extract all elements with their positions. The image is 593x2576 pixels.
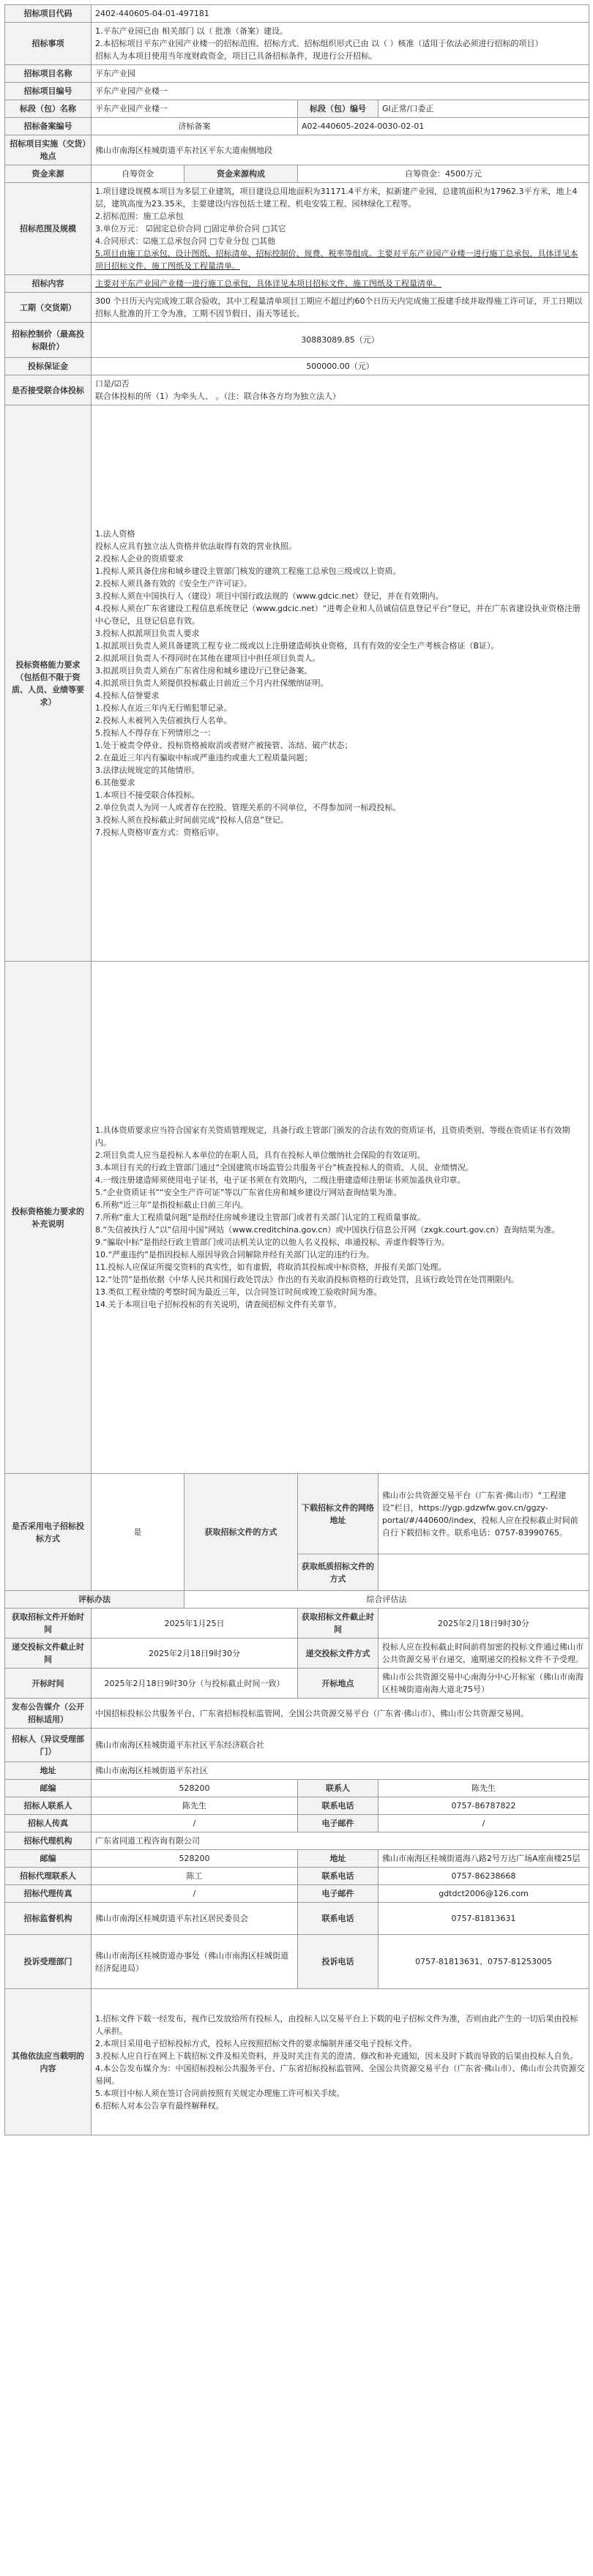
label: 招标范围及规模 xyxy=(5,183,92,275)
period-text: 300 个日历天内完成竣工联合验收，其中工程量清单项目工期应不超过约60个日历天内完成施工报建手续并取得施工许可证，开工日期以招标人批准的开工令为准，工期不因节假日、雨天等延长。 xyxy=(92,293,589,323)
line: 1.法人资格 xyxy=(95,529,135,539)
line: 3.投标人拟派项目负责人要求 xyxy=(95,629,200,638)
row-package-name xyxy=(5,83,589,100)
line: 2.本招标项目平东产业园产业楼一的招标范围、招标方式、招标组织形式已由 以（ ）核准（适用于依法必须进行招标的项目） xyxy=(95,39,543,48)
label: 招标项目实施（交货）地点 xyxy=(5,135,92,165)
agency-fax: / xyxy=(92,1885,298,1903)
label: 获取招标文件开始时间 xyxy=(5,1609,92,1639)
line: 2.投标人须具备有效的《安全生产许可证》。 xyxy=(95,579,252,588)
label: 递交投标文件方式 xyxy=(298,1639,378,1669)
tenderer-phone: 0757-86787822 xyxy=(378,1797,589,1815)
label: 获取纸质招标文件的方式 xyxy=(298,1554,378,1591)
row-opening xyxy=(5,1669,589,1699)
label: 投标资格能力要求的补充说明 xyxy=(5,962,92,1474)
complaint-phone: 0757-81813631、0757-81253005 xyxy=(378,1935,589,1989)
label: 是否采用电子招标投标方式 xyxy=(5,1474,92,1591)
agency-zip: 528200 xyxy=(92,1850,298,1868)
line: 3.投标人应自行在网上下载招标文件及相关资料，并及时关注有关的澄清、修改和补充通知，因未及时下载而导致的后果由投标人自负。 xyxy=(95,2051,578,2061)
consortium-body xyxy=(92,375,589,405)
project-name: 平东产业园 xyxy=(92,65,589,83)
line: 5.“企业资质证书”“安全生产许可证”等以广东省住房和城乡建设厅网站查询结果为准。 xyxy=(95,1188,402,1197)
label: 递交投标文件截止时间 xyxy=(5,1639,92,1669)
label: 投诉受理部门 xyxy=(5,1935,92,1989)
row-supervision xyxy=(5,1903,589,1935)
label: 开标时间 xyxy=(5,1669,92,1699)
line: 4.本公告发布媒介为：中国招标投标公共服务平台、广东省招标投标监管网、全国公共资源交易平台（广东省·佛山市）、佛山市公共资源交易网。 xyxy=(95,2063,585,2086)
line: 3.本项目有关的行政主管部门通过“全国建筑市场监管公共服务平台”核查投标人的资质、人员、业绩情况。 xyxy=(95,1163,474,1172)
line: 13.类似工程业绩的考察时间为最近三年，以合同签订时间或竣工验收时间为准。 xyxy=(95,1287,382,1297)
row-funding xyxy=(5,165,589,183)
download-address[interactable]: 佛山市公共资源交易平台（广东省·佛山市）“工程建设”栏目，https://ygp.gdzwfw.gov.cn/ggzy-portal/#/440600/index，投标人应在投标截止时间前自行下载招标文件。联系电话：0757-83990765。 xyxy=(378,1474,589,1554)
approval-code: A02-440605-2024-0030-02-01 xyxy=(298,118,589,135)
row-electronic-1 xyxy=(5,1474,589,1554)
line: 2.在最近三年内有骗取中标或严重违约或重大工程质量问题； xyxy=(95,753,313,763)
line: 3.法律法规规定的其他情形。 xyxy=(95,765,200,775)
line: 招标人为本项目使用当年度财政资金，项目已具备招标条件，现进行公开招标。 xyxy=(95,51,377,61)
content-text: 主要对平东产业园产业楼一进行施工总承包，具体详见本项目招标文件、施工图纸及工程量清单。 xyxy=(92,275,589,293)
line: 1.拟派项目负责人须具备建筑工程专业二级或以上注册建造师执业资格，具有有效的安全生产考核合格证（B证）。 xyxy=(95,641,499,651)
row-tenderer xyxy=(5,1729,589,1762)
electronic-value: 是 xyxy=(92,1474,184,1591)
supervision-phone: 0757-81813631 xyxy=(378,1903,589,1935)
open-place: 佛山市公共资源交易中心南海分中心开标室（佛山市南海区桂城街道南海大道北75号） xyxy=(378,1669,589,1699)
supervision-name: 佛山市南海区桂城街道平东社区居民委员会 xyxy=(92,1903,298,1935)
label: 投标资格能力要求（包括但不限于资质、人员、业绩等要求） xyxy=(5,405,92,962)
qualification-body xyxy=(92,405,589,962)
label: 评标办法 xyxy=(5,1591,184,1609)
row-qualification xyxy=(5,405,589,962)
line: 9.“骗取中标”是指经行政主管部门或司法机关认定的以他人名义投标、串通投标、弄虚作假等行为。 xyxy=(95,1238,450,1247)
line: 投标人应具有独立法人资格并依法取得有效的营业执照。 xyxy=(95,542,296,551)
line: 4.投标人须在广东省建设工程信息系统登记（www.gdcic.net）“进粤企业和人员诚信信息登记平台”登记，并在广东省建设执业资格注册中心登记，且登记信息有效。 xyxy=(95,604,581,626)
complaint-name: 佛山市南海区桂城街道办事处（佛山市南海区桂城街道经济促进局） xyxy=(92,1935,298,1989)
label: 招标监督机构 xyxy=(5,1903,92,1935)
label: 资金来源构成 xyxy=(184,165,298,183)
label: 获取招标文件截止时间 xyxy=(298,1609,378,1639)
line: 8.“失信被执行人”以“信用中国”网站（www.creditchina.gov.cn）或中国执行信息公开网（zxgk.court.gov.cn）查询结果为准。 xyxy=(95,1225,560,1235)
row-tenderer-zip xyxy=(5,1780,589,1797)
row-doc-time xyxy=(5,1609,589,1639)
label: 招标控制价（最高投标限价） xyxy=(5,323,92,358)
line: 3.投标人须在投标截止时间前完成“投标人信息”登记。 xyxy=(95,815,288,825)
tenderer-email: / xyxy=(378,1815,589,1832)
row-content xyxy=(5,275,589,293)
doc-start-time: 2025年1月25日 xyxy=(92,1609,298,1639)
line: 1.投标人须具备住房和城乡建设主管部门核发的建筑工程施工总承包三级或以上资质。 xyxy=(95,566,401,576)
label: 招标代理机构 xyxy=(5,1832,92,1850)
line: 1.具体资质要求应当符合国家有关资质管理规定，具备行政主管部门颁发的合法有效的资质证书，且资质类别、等级在资质证书有效期内。 xyxy=(95,1126,570,1147)
line: 4.合同形式：☑施工总承包合同 □专业分包 □其他 xyxy=(95,236,276,246)
line: 5.项目由施工总承包、设计图纸、招标清单、招标控制价、规费、税率等组成。主要对平东产业园产业楼一进行施工总承包，具体详见本项目招标文件、施工图纸及工程量清单。 xyxy=(95,249,578,271)
row-bid-deadline xyxy=(5,1639,589,1669)
project-location: 佛山市南海区桂城街道平东社区平东大道南侧地段 xyxy=(92,135,589,165)
row-consortium xyxy=(5,375,589,405)
row-section xyxy=(5,100,589,118)
label: 招标项目名称 xyxy=(5,65,92,83)
section-name: 平东产业园产业楼一 xyxy=(92,100,298,118)
line: 10.“严重违约”是指因投标人原因导致合同解除并经有关部门认定的违约行为。 xyxy=(95,1250,374,1259)
line: 1.项目建设规模本项目为多层工业建筑，项目建设总用地面积为31171.4平方米，拟新建产业园，总建筑面积为17962.3平方米，地上4层，建筑高度为23.35米，主要建设内容包括土建工程、机电安装工程、园林绿化工程等。 xyxy=(95,187,578,209)
project-code: 2402-440605-04-01-497181 xyxy=(92,5,589,23)
deposit-value: 500000.00（元） xyxy=(92,358,589,375)
tenderer-address: 佛山市南海区桂城街道平东社区 xyxy=(92,1762,589,1780)
label: 招标代理联系人 xyxy=(5,1868,92,1885)
line: 2.本项目采用电子招标投标方式，投标人应按照招标文件的要求编制并递交电子投标文件。 xyxy=(95,2038,417,2048)
label: 地址 xyxy=(298,1850,378,1868)
tenderer-zip: 528200 xyxy=(92,1780,298,1797)
label: 获取招标文件的方式 xyxy=(184,1474,298,1591)
row-agency xyxy=(5,1832,589,1850)
row-agency-contact xyxy=(5,1868,589,1885)
row-tenderer-address xyxy=(5,1762,589,1780)
row-tenderer-contact xyxy=(5,1797,589,1815)
label: 招标内容 xyxy=(5,275,92,293)
label: 电子邮件 xyxy=(298,1885,378,1903)
row-complaint xyxy=(5,1935,589,1989)
label: 招标事项 xyxy=(5,23,92,65)
label: 联系电话 xyxy=(298,1903,378,1935)
line: 2.单位负责人为同一人或者存在控股、管理关系的不同单位，不得参加同一标段投标。 xyxy=(95,803,401,812)
row-deposit xyxy=(5,358,589,375)
line: 3.单位万元： ☑固定总价合同 □固定单价合同 □其它 xyxy=(95,224,286,233)
row-project-code xyxy=(5,5,589,23)
tender-notice-table xyxy=(4,4,589,2135)
line: 4.拟派项目负责人须提供投标截止日前近三个月内社保缴纳证明。 xyxy=(95,678,329,688)
label: 联系人 xyxy=(298,1780,378,1797)
label: 资金来源 xyxy=(5,165,92,183)
label: 是否接受联合体投标 xyxy=(5,375,92,405)
label: 联系电话 xyxy=(298,1868,378,1885)
open-time: 2025年2月18日9时30分（与投标截止时间一致） xyxy=(92,1669,298,1699)
section-no: GI正常/口委正 xyxy=(378,100,589,118)
agency-contact: 陈工 xyxy=(92,1868,298,1885)
line: 7.投标人资格审查方式：资格后审。 xyxy=(95,828,224,837)
line: 12.“处罚”是指依据《中华人民共和国行政处罚法》作出的有关取消投标资格的行政处罚，且该行政处罚在处罚期限内。 xyxy=(95,1275,519,1284)
line: 6.所称“近三年”是指投标截止日前三年内。 xyxy=(95,1200,248,1210)
tenderer-contact-name: 陈先生 xyxy=(378,1780,589,1797)
label: 工期（交货期） xyxy=(5,293,92,323)
label: 招标项目代码 xyxy=(5,5,92,23)
label: 招标代理传真 xyxy=(5,1885,92,1903)
paper-method xyxy=(378,1554,589,1591)
publish-media: 中国招标投标公共服务平台、广东省招标投标监管网、全国公共资源交易平台（广东省·佛山市）、佛山市公共资源交易网。 xyxy=(92,1699,589,1729)
tender-scope xyxy=(92,23,589,65)
doc-end-time: 2025年2月18日9时30分 xyxy=(378,1609,589,1639)
line: 2.投标人企业的资质要求 xyxy=(95,554,184,564)
line: 1.招标文件下载一经发布，视作已发放给所有投标人，由投标人以交易平台上下载的电子招标文件为准，否则由此产生的一切后果由投标人承担。 xyxy=(95,2013,578,2036)
price-limit: 30883089.85（元） xyxy=(92,323,589,358)
line: 11.投标人应保证所提交资料的真实性，如有虚假，将取消其投标或中标资格，并报有关部门处理。 xyxy=(95,1262,447,1272)
line: 3.拟派项目负责人须在广东省住房和城乡建设厅已登记备案。 xyxy=(95,666,313,675)
agency-phone: 0757-86238668 xyxy=(378,1868,589,1885)
line: 5.投标人不得存在下列情形之一： xyxy=(95,728,216,738)
label: 招标备案编号 xyxy=(5,118,92,135)
label: 下载招标文件的网络地址 xyxy=(298,1474,378,1554)
label: 邮编 xyxy=(5,1850,92,1868)
label: 标段（包）名称 xyxy=(5,100,92,118)
scope-body xyxy=(92,183,589,275)
line: 4.投标人信誉要求 xyxy=(95,691,160,700)
bid-deadline: 2025年2月18日9时30分 xyxy=(92,1639,298,1669)
line: 6.招标人对本公告享有最终解释权。 xyxy=(95,2100,224,2111)
label: 招标项目编号 xyxy=(5,83,92,100)
row-project-name xyxy=(5,65,589,83)
bid-method: 投标人应在投标截止时间前将加密的投标文件通过佛山市公共资源交易平台递交，逾期递交的投标文件不予受理。 xyxy=(378,1639,589,1669)
line: 6.其他要求 xyxy=(95,778,135,787)
label: 招标人联系人 xyxy=(5,1797,92,1815)
row-supplement xyxy=(5,962,589,1474)
package-name: 平东产业园产业楼一 xyxy=(92,83,589,100)
label: 投诉电话 xyxy=(298,1935,378,1989)
line: 2.拟派项目负责人不得同时在其他在建项目中担任项目负责人。 xyxy=(95,654,321,663)
label: 开标地点 xyxy=(298,1669,378,1699)
label: 投标保证金 xyxy=(5,358,92,375)
row-agency-address xyxy=(5,1850,589,1868)
consortium-options: 口是/☑否 xyxy=(95,379,130,389)
agency-email[interactable]: gdtdct2006@126.com xyxy=(378,1885,589,1903)
supplement-body xyxy=(92,962,589,1474)
row-tender-scope xyxy=(5,23,589,65)
evaluation-value: 综合评估法 xyxy=(184,1591,589,1609)
row-location xyxy=(5,135,589,165)
line: 1.本项目不接受联合体投标。 xyxy=(95,790,200,800)
row-price-limit xyxy=(5,323,589,358)
line: 1.投标人在近三年内无行贿犯罪记录。 xyxy=(95,703,232,713)
funding-source: 自筹资金 xyxy=(92,165,184,183)
line: 2.项目负责人应当是投标人本单位的在职人员，具有在投标人单位缴纳社会保险的有效证明。 xyxy=(95,1150,425,1160)
label: 其他依法应当载明的内容 xyxy=(5,1989,92,2135)
label: 招标人传真 xyxy=(5,1815,92,1832)
tenderer-fax: / xyxy=(92,1815,298,1832)
line: 7.所称“重大工程质量问题”是指经住房城乡建设主管部门或者有关部门认定的工程质量事故。 xyxy=(95,1213,425,1222)
row-evaluation xyxy=(5,1591,589,1609)
label: 地址 xyxy=(5,1762,92,1780)
funding-ratio: 自筹资金：4500万元 xyxy=(298,165,589,183)
agency-name: 广东省同道工程咨询有限公司 xyxy=(92,1832,589,1850)
tenderer-contact: 陈先生 xyxy=(92,1797,298,1815)
row-period xyxy=(5,293,589,323)
line: 2.招标范围：施工总承包 xyxy=(95,211,184,221)
row-publish xyxy=(5,1699,589,1729)
line: 1.处于被责令停业、投标资格被取消或者财产被接管、冻结、破产状态； xyxy=(95,741,353,750)
row-agency-fax xyxy=(5,1885,589,1903)
line: 4.一级注册建造师须使用电子证书，电子证书须在有效期内，二级注册建造师注册证书须加盖执业印章。 xyxy=(95,1175,466,1185)
approval-value: 济标备案 xyxy=(92,118,298,135)
row-approval xyxy=(5,118,589,135)
row-other xyxy=(5,1989,589,2135)
label: 发布公告媒介（公开招标适用） xyxy=(5,1699,92,1729)
label: 邮编 xyxy=(5,1780,92,1797)
line: 3.投标人须在中国执行人（建设）项目中国行政法规的（www.gdcic.net）登记，并在有效期内。 xyxy=(95,591,444,601)
tenderer-name: 佛山市南海区桂城街道平东社区平东经济联合社 xyxy=(92,1729,589,1762)
label: 标段（包）编号 xyxy=(298,100,378,118)
row-tenderer-fax xyxy=(5,1815,589,1832)
line: 1.平东产业园已由 相关部门 以（ 批准（备案）建设。 xyxy=(95,26,288,36)
agency-address: 佛山市南海区桂城街道海八路2号万达广场A座南楼25层 xyxy=(378,1850,589,1868)
label: 电子邮件 xyxy=(298,1815,378,1832)
label: 联系电话 xyxy=(298,1797,378,1815)
line: 2.投标人未被列入失信被执行人名单。 xyxy=(95,716,232,725)
other-body xyxy=(92,1989,589,2135)
line: 14.关于本项目电子招标投标的有关说明，请查阅招标文件有关章节。 xyxy=(95,1300,342,1309)
line: 5.本项目中标人须在签订合同前按照有关规定办理施工许可相关手续。 xyxy=(95,2088,345,2098)
consortium-note: 联合体投标的所（1）为牵头人、 。（注：联合体各方均为独立法人） xyxy=(95,392,340,401)
label: 招标人（异议受理部门） xyxy=(5,1729,92,1762)
row-scope xyxy=(5,183,589,275)
